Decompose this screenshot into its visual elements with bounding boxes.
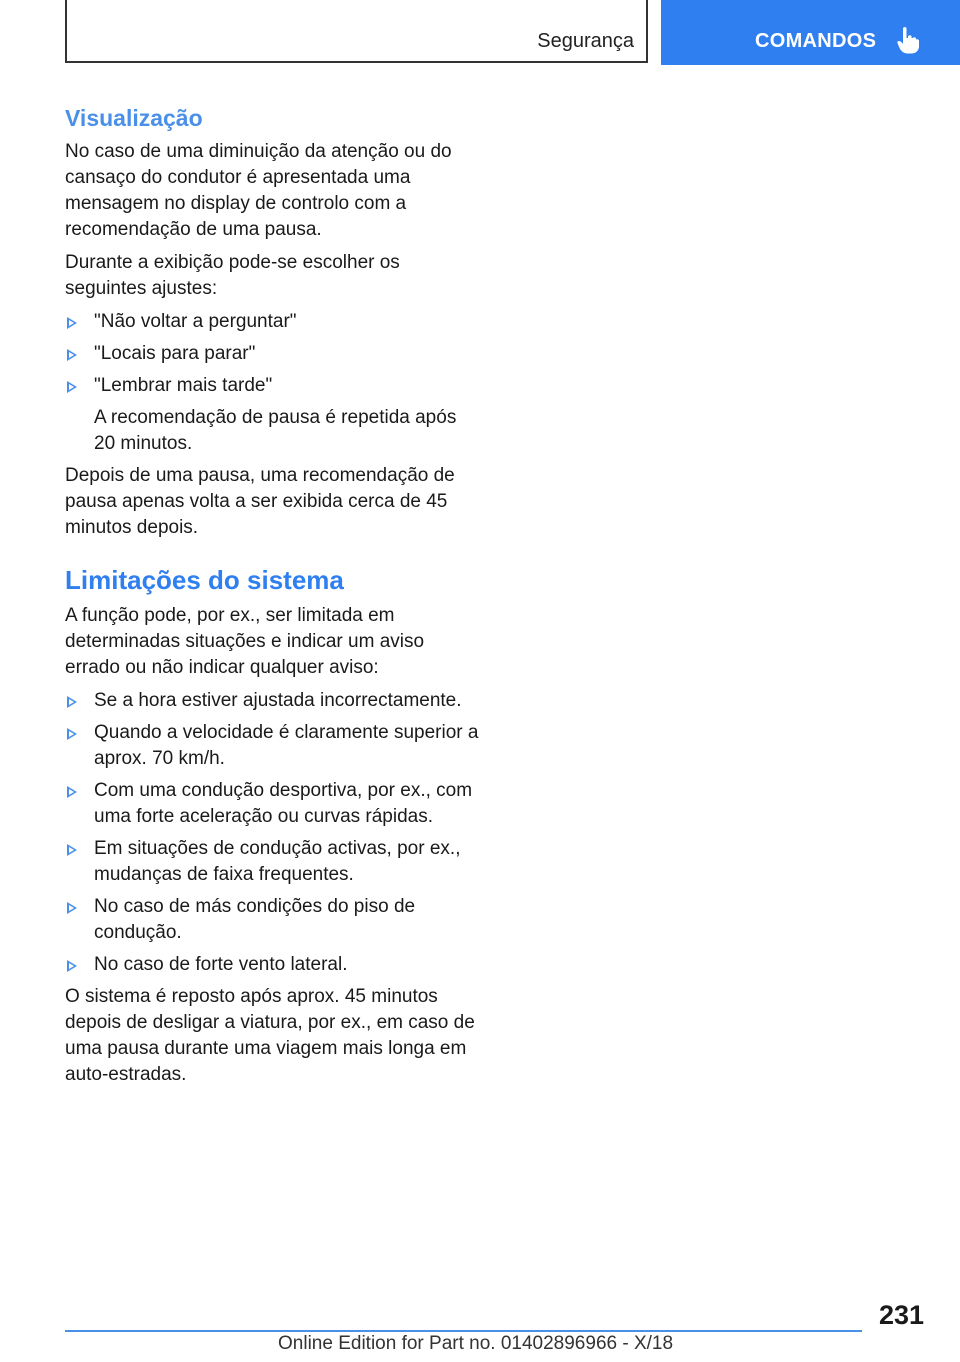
options-list (65, 309, 480, 457)
chapter-label: COMANDOS (755, 30, 877, 52)
header-section-box (65, 0, 648, 63)
list-item: "Lembrar mais tarde" A recomendação de pausa é repetida após 20 minutos. (65, 373, 480, 457)
triangle-bullet-icon (67, 844, 77, 856)
paragraph: Depois de uma pausa, uma recomendação de pausa apenas volta a ser exibida cerca de 45 minutos depois. (65, 465, 455, 538)
list-item: "Não voltar a perguntar" (65, 309, 480, 335)
section-title: Segurança (537, 30, 634, 52)
triangle-bullet-icon (67, 728, 77, 740)
main-content (65, 103, 480, 1095)
list-item: Com uma condução desportiva, por ex., com uma forte aceleração ou curvas rápidas. (65, 778, 480, 830)
triangle-bullet-icon (67, 317, 77, 329)
triangle-bullet-icon (67, 381, 77, 393)
paragraph: Durante a exibição pode-se escolher os seguintes ajustes: (65, 252, 400, 299)
list-item: Em situações de condução activas, por ex., mudanças de faixa frequentes. (65, 836, 480, 888)
heading-limitacoes: Limitações do sistema (65, 565, 344, 595)
option-note: A recomendação de pausa é repetida após 20 minutos. (94, 407, 457, 454)
limitations-list (65, 688, 480, 978)
triangle-bullet-icon (67, 902, 77, 914)
list-item: Se a hora estiver ajustada incorrectamente. (65, 688, 480, 714)
paragraph: O sistema é reposto após aprox. 45 minutos depois de desligar a viatura, por ex., em caso de uma pausa durante uma viagem mais longa em auto-estradas. (65, 986, 475, 1085)
triangle-bullet-icon (67, 696, 77, 708)
list-item: "Locais para parar" (65, 341, 480, 367)
footer-edition: Online Edition for Part no. 01402896966 - X/18 (278, 1333, 674, 1354)
triangle-bullet-icon (67, 349, 77, 361)
footer-divider (65, 1330, 862, 1332)
list-item: No caso de más condições do piso de condução. (65, 894, 480, 946)
page-number: 231 (878, 1300, 924, 1330)
list-item: Quando a velocidade é claramente superior a aprox. 70 km/h. (65, 720, 480, 772)
paragraph: No caso de uma diminuição da atenção ou do cansaço do condutor é apresentada uma mensagem no display de controlo com a recomendação de uma pausa. (65, 141, 452, 240)
triangle-bullet-icon (67, 960, 77, 972)
list-item: No caso de forte vento lateral. (65, 952, 480, 978)
chapter-tab[interactable] (661, 0, 960, 65)
pointing-hand-icon (897, 26, 919, 54)
paragraph: A função pode, por ex., ser limitada em determinadas situações e indicar um aviso errado ou não indicar qualquer aviso: (65, 605, 425, 678)
heading-visualizacao: Visualização (65, 105, 203, 131)
triangle-bullet-icon (67, 786, 77, 798)
